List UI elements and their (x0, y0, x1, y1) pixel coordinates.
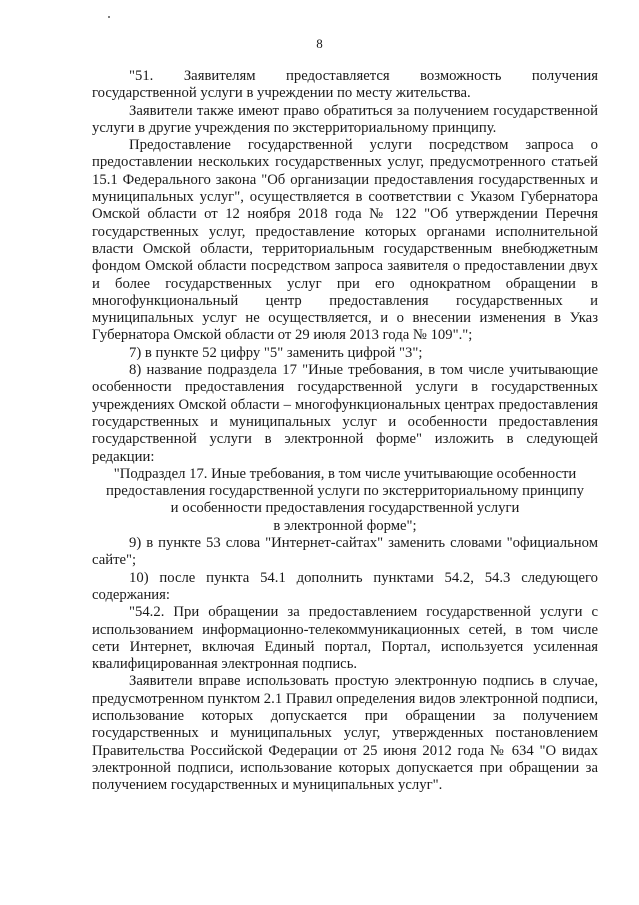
paragraph-complex-request: Предоставление государственной услуги посредством запроса о предоставлении нескольких государственных услуг, предусмотренного статьей 15.1 Федерального закона "Об организации предоставления государственных и муниципальных услуг", осуществляется в соответствии с Указом Губернатора Омской области от 12 ноября 2018 года № 122 "Об утверждении Перечня государственных услуг, предоставление которых органами исполнительной власти Омской области, территориальным государственным внебюджетным фондом Омской области посредством запроса заявителя о предоставлении двух и более государственных услуг при его однократном обращении в многофункциональный центр предоставления государственных и муниципальных услуг не осуществляется, и о внесении изменения в Указ Губернатора Омской области от 29 июля 2013 года № 109"."; (92, 137, 598, 344)
paragraph-item-9: 9) в пункте 53 слова "Интернет-сайтах" заменить словами "официальном сайте"; (92, 535, 598, 569)
paragraph-simple-signature: Заявители вправе использовать простую электронную подпись в случае, предусмотренном пунктом 2.1 Правил определения видов электронной подписи, использование которых допускается при обращении за получением государственных и муниципальных услуг, утвержденных постановлением Правительства Российской Федерации от 25 июня 2012 года № 634 "О видах электронной подписи, использование которых допускается при обращении за получением государственных и муниципальных услуг". (92, 673, 598, 794)
paragraph-item-7: 7) в пункте 52 цифру "5" заменить цифрой "3"; (129, 344, 423, 361)
heading-line: предоставления государственной услуги по экстерриториальному принципу (105, 483, 584, 500)
paragraph-54-2: "54.2. При обращении за предоставлением государственной услуги с использованием информационно-телекоммуникационных сетей, в том числе сети Интернет, включая Единый портал, Портал, используется усиленная квалифицированная электронная подпись. (92, 604, 598, 673)
document-body (92, 68, 598, 794)
paragraph-item-8: 8) название подраздела 17 "Иные требования, в том числе учитывающие особенности предоставления государственной услуги в государственных учреждениях Омской области – многофункциональных центрах предоставления государственных и муниципальных услуг и особенности предоставления государственной услуги в электронной форме" изложить в следующей редакции: (92, 362, 598, 465)
scan-speck (108, 16, 110, 18)
subsection-17-heading (92, 466, 598, 535)
paragraph-51: "51. Заявителям предоставляется возможность получения государственной услуги в учреждении по месту жительства. (92, 68, 598, 102)
page-number: 8 (316, 36, 323, 51)
heading-line: "Подраздел 17. Иные требования, в том числе учитывающие особенности (113, 465, 577, 482)
heading-line: и особенности предоставления государственной услуги (170, 500, 520, 517)
paragraph-extraterritorial: Заявители также имеют право обратиться за получением государственной услуги в другие учреждения по экстерриториальному принципу. (92, 102, 598, 136)
paragraph-item-10: 10) после пункта 54.1 дополнить пунктами 54.2, 54.3 следующего содержания: (92, 569, 598, 603)
heading-line: в электронной форме"; (273, 517, 417, 534)
